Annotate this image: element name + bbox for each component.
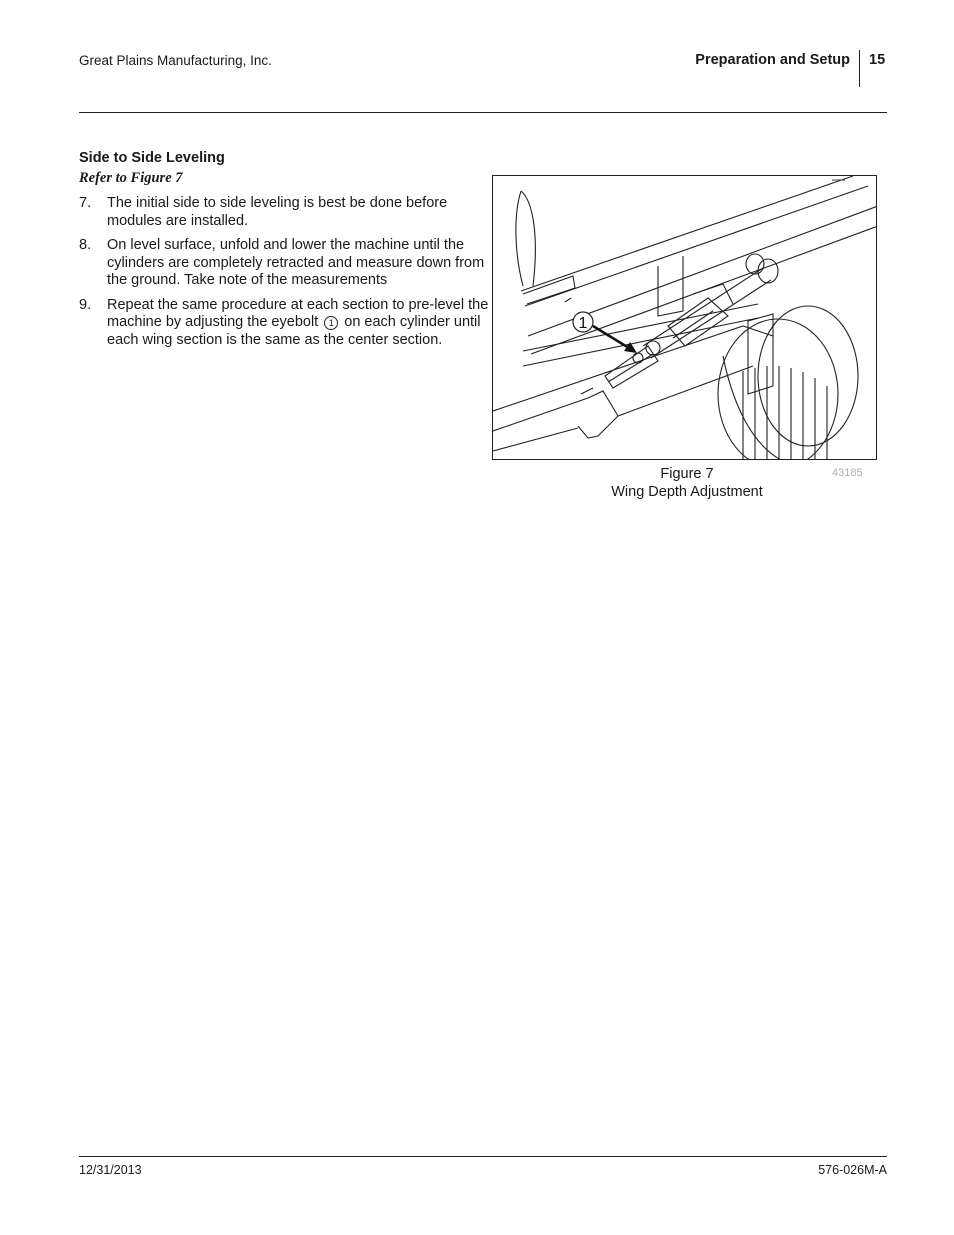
section-title: Preparation and Setup <box>695 52 850 68</box>
callout-circle-icon: 1 <box>324 316 338 330</box>
step-text <box>107 297 489 350</box>
header-rule <box>79 112 887 113</box>
figure-title: Wing Depth Adjustment <box>611 484 763 500</box>
step-number: 8. <box>79 237 92 253</box>
step-text: On level surface, unfold and lower the machine until the cylinders are completely retracted and measure down from the ground. Take note of the measurements <box>107 237 485 288</box>
figure-reference: Refer to Figure 7 <box>79 170 183 186</box>
figure-image-id: 43185 <box>832 467 863 479</box>
step-item <box>79 297 489 350</box>
footer-rule <box>79 1156 887 1157</box>
step-number: 9. <box>79 296 92 313</box>
figure-label: Figure 7 <box>660 466 714 482</box>
step-item <box>79 195 489 230</box>
step-text: The initial side to side leveling is best be done before modules are installed. <box>107 195 448 229</box>
figure-frame <box>492 175 877 460</box>
header-divider <box>859 50 860 87</box>
step-text-part: on each cylinder until each wing section is the same as the center section. <box>107 314 481 348</box>
page-number: 15 <box>869 52 886 68</box>
step-list <box>79 195 489 356</box>
figure-callout-label: 1 <box>578 315 588 332</box>
step-number: 7. <box>79 195 92 211</box>
footer-doc-number: 576-026M-A <box>818 1163 887 1177</box>
step-text-part: Repeat the same procedure at each section to pre-level the machine by adjusting the eyebolt <box>107 296 489 330</box>
section-heading: Side to Side Leveling <box>79 150 225 166</box>
company-name: Great Plains Manufacturing, Inc. <box>79 53 272 68</box>
machine-drawing <box>493 176 877 460</box>
footer-date: 12/31/2013 <box>79 1163 142 1177</box>
step-item <box>79 237 489 290</box>
